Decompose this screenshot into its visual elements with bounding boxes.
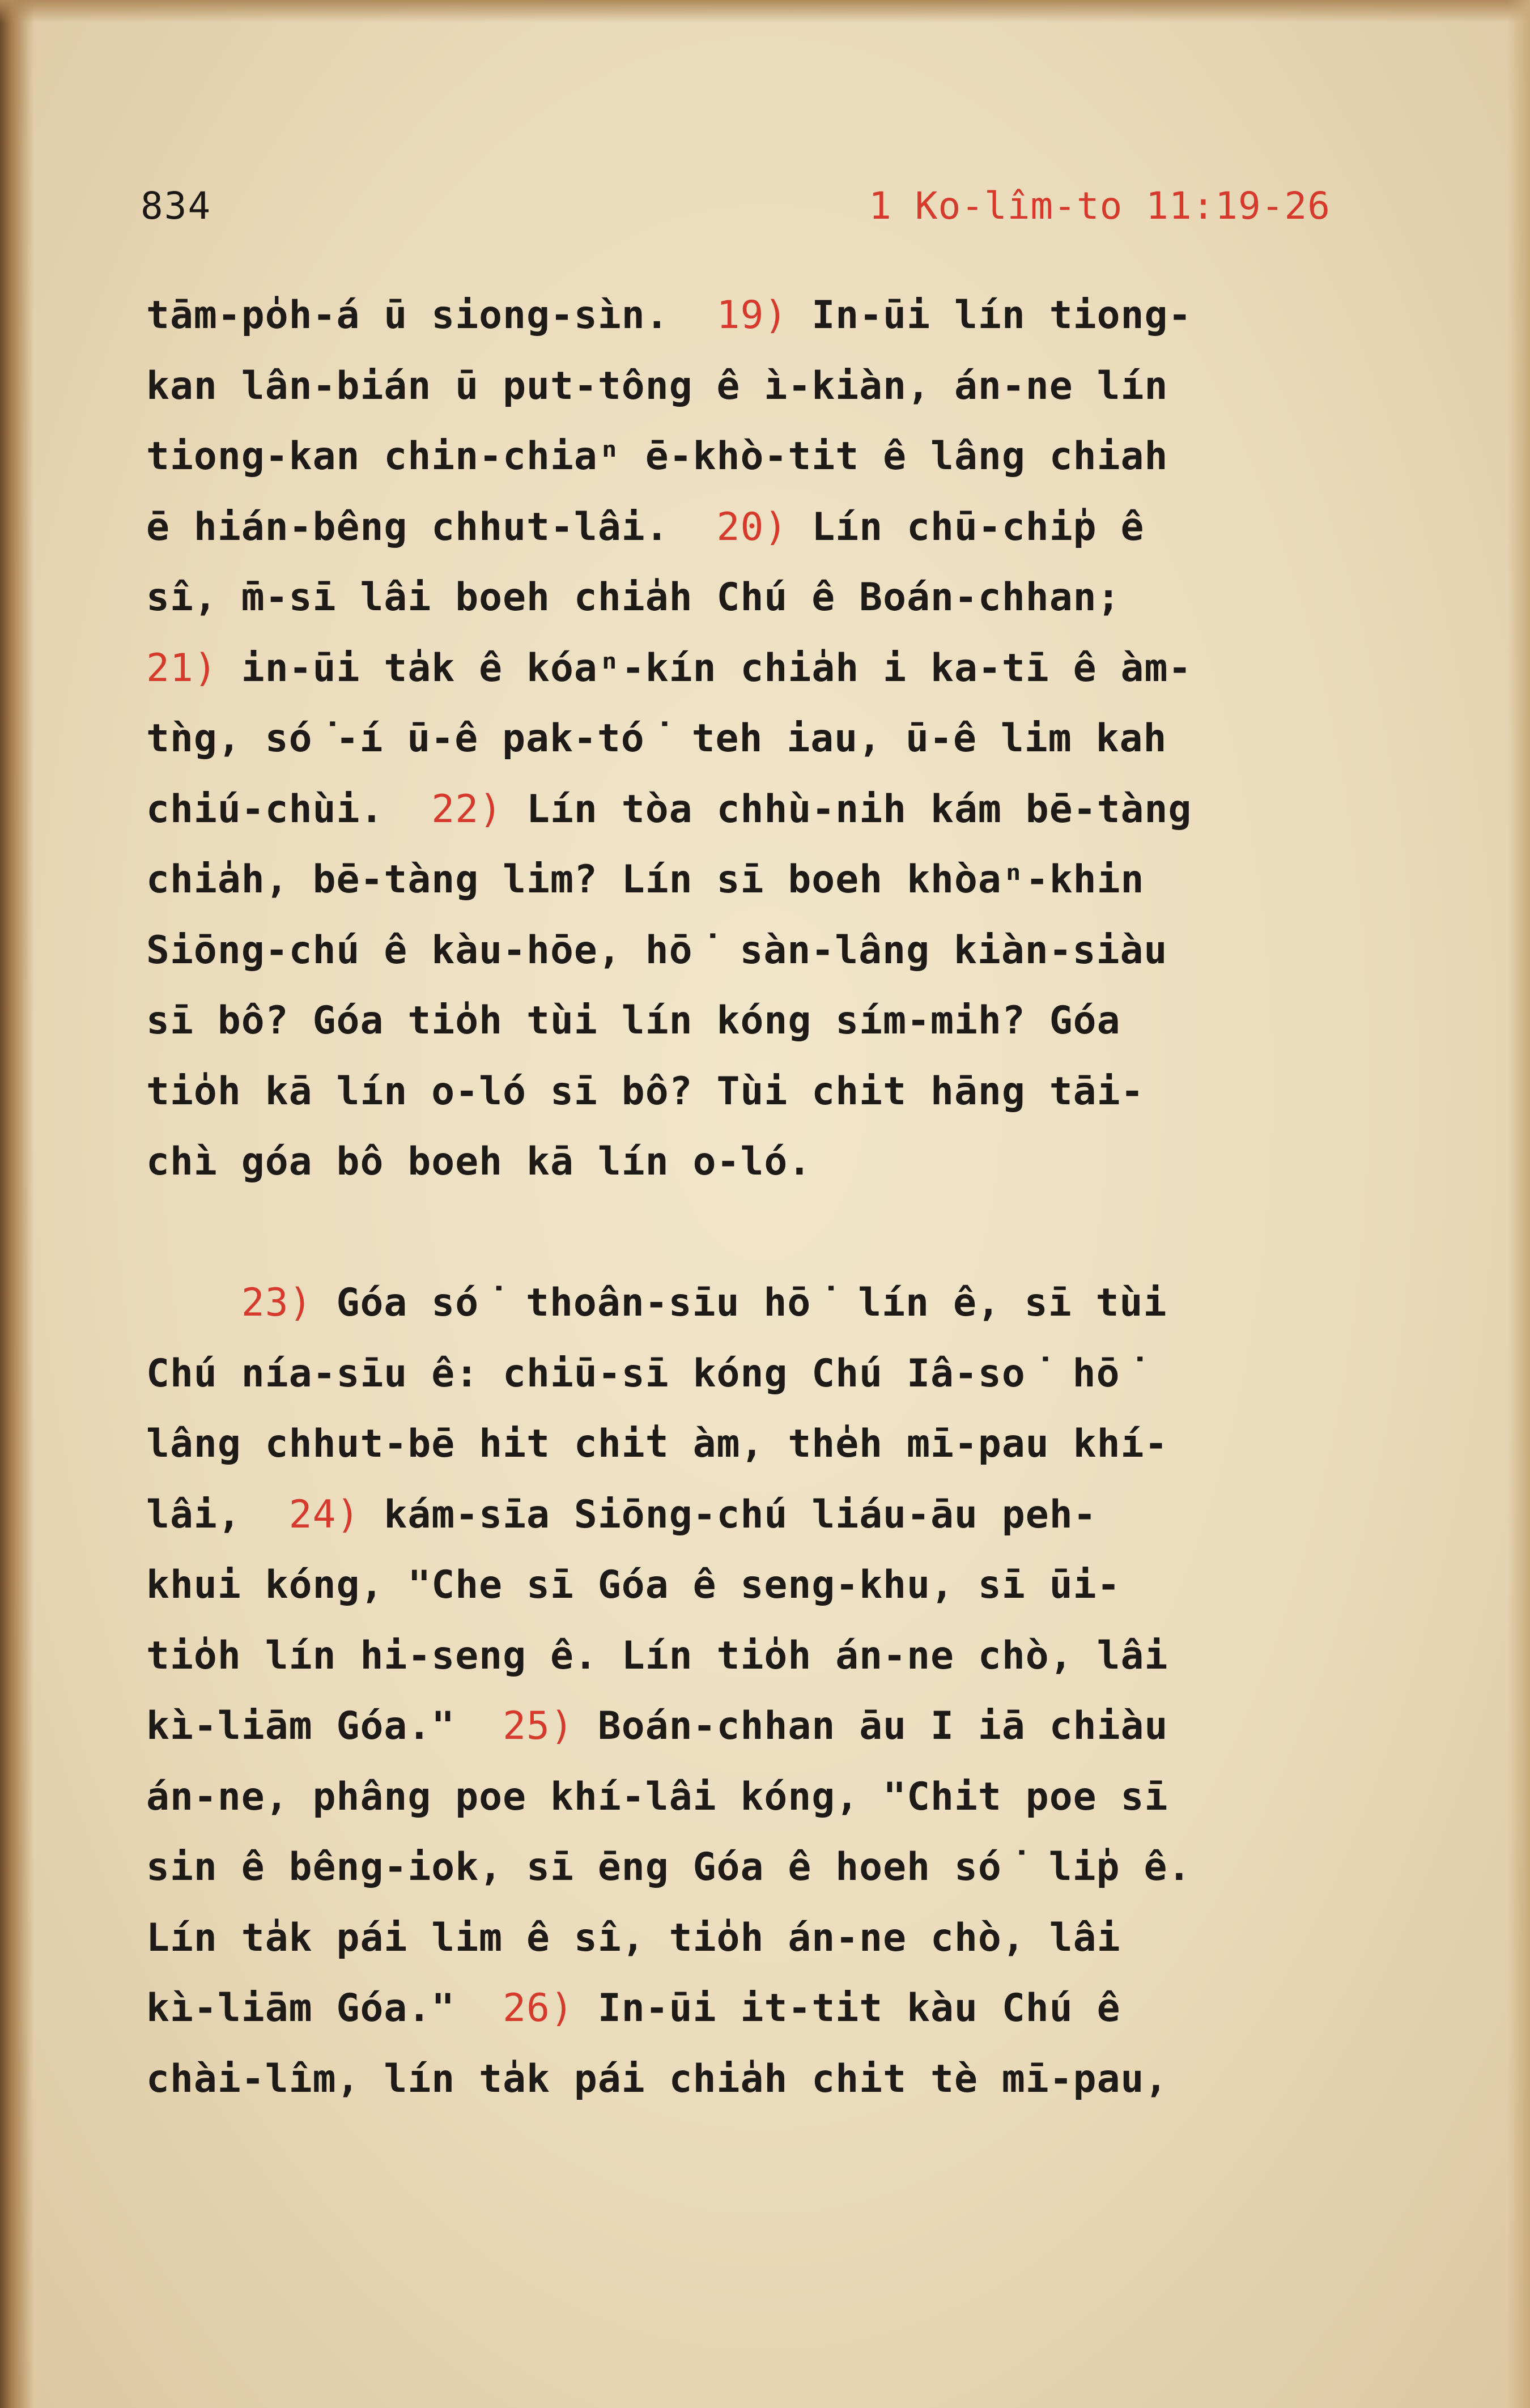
text-line	[146, 1691, 1393, 1762]
scripture-text	[146, 280, 1393, 2115]
verse-text: Boán-chhan āu I iā chiàu	[573, 1704, 1168, 1748]
text-line	[146, 1762, 1393, 1833]
text-line	[146, 1621, 1393, 1692]
verse-number: 20)	[716, 504, 788, 550]
verse-text: In-ūi lín tiong-	[788, 293, 1192, 338]
verse-text: In-ūi it-tit kàu Chú ê	[573, 1986, 1121, 2031]
text-line	[146, 1409, 1393, 1480]
text-line	[146, 775, 1393, 845]
verse-text: sī bô? Góa tio̍h tùi lín kóng sím-mih? Góa	[146, 998, 1121, 1043]
verse-text: tām-po̍h-á ū siong-sìn.	[146, 293, 717, 338]
verse-number: 25)	[503, 1704, 574, 1748]
verse-text: in-ūi ta̍k ê kóaⁿ-kín chia̍h i ka-tī ê àm-	[217, 645, 1192, 691]
page-edge-shadow	[0, 0, 34, 2408]
verse-text: khui kóng, "Che sī Góa ê seng-khu, sī ūi-	[146, 1563, 1121, 1607]
text-line	[146, 563, 1393, 633]
verse-text: chài-lîm, lín ta̍k pái chia̍h chit tè mī-pau,	[146, 2056, 1168, 2101]
verse-text: chì góa bô boeh kā lín o-ló.	[146, 1139, 812, 1184]
verse-number: 26)	[503, 1986, 574, 2031]
text-line	[146, 422, 1393, 492]
verse-text: tio̍h kā lín o-ló sī bô? Tùi chit hāng tāi-	[146, 1069, 1145, 1114]
verse-text: Góa só͘ thoân-sīu hō͘ lín ê, sī tùi	[312, 1280, 1167, 1325]
verse-text: tio̍h lín hi-seng ê. Lín tio̍h án-ne chò, lâi	[146, 1633, 1168, 1678]
verse-number: 23)	[241, 1280, 313, 1325]
text-line	[146, 1832, 1393, 1903]
page-number: 834	[141, 184, 212, 228]
verse-text: chiú-chùi.	[146, 786, 432, 832]
text-line	[146, 1057, 1393, 1128]
verse-text: kám-sīa Siōng-chú liáu-āu peh-	[360, 1492, 1097, 1537]
text-line	[146, 916, 1393, 986]
verse-number: 19)	[716, 293, 788, 338]
verse-text: kan lân-bián ū put-tông ê ì-kiàn, án-ne lín	[146, 363, 1168, 409]
text-line	[146, 1903, 1393, 1974]
running-head: 1 Ko-lîm-to 11:19-26	[869, 184, 1331, 228]
page-header	[141, 184, 1331, 235]
verse-number: 24)	[288, 1492, 360, 1537]
page-right-shadow	[1507, 0, 1530, 2408]
verse-text: kì-liām Góa."	[146, 1704, 503, 1748]
text-line	[146, 1973, 1393, 2044]
text-line	[146, 1480, 1393, 1551]
paragraph-break	[146, 1198, 1393, 1269]
verse-text: Siōng-chú ê kàu-hōe, hō͘ sàn-lâng kiàn-siàu	[146, 928, 1168, 973]
verse-text	[146, 1280, 241, 1325]
verse-number: 22)	[431, 786, 503, 832]
page-top-shadow	[0, 0, 1530, 23]
text-line	[146, 1268, 1393, 1339]
verse-text: lâi,	[146, 1492, 289, 1537]
text-line	[146, 633, 1393, 704]
text-line	[146, 704, 1393, 775]
text-line	[146, 1127, 1393, 1198]
verse-text: tiong-kan chin-chiaⁿ ē-khò-tit ê lâng chiah	[146, 434, 1168, 479]
text-line	[146, 1339, 1393, 1410]
verse-text: án-ne, phâng poe khí-lâi kóng, "Chit poe sī	[146, 1774, 1168, 1819]
text-line	[146, 1550, 1393, 1621]
verse-text: ē hián-bêng chhut-lâi.	[146, 504, 717, 550]
text-line	[146, 845, 1393, 916]
text-line	[146, 2044, 1393, 2115]
text-line	[146, 986, 1393, 1057]
verse-text: chia̍h, bē-tàng lim? Lín sī boeh khòaⁿ-khin	[146, 857, 1145, 902]
verse-text: Lín tòa chhù-nih kám bē-tàng	[503, 786, 1192, 832]
text-line	[146, 351, 1393, 422]
verse-text: Chú nía-sīu ê: chiū-sī kóng Chú Iâ-so͘ hō͘	[146, 1351, 1144, 1396]
verse-text: Lín chū-chi̍p ê	[788, 504, 1145, 550]
text-line	[146, 492, 1393, 563]
verse-text: sin ê bêng-iok, sī ēng Góa ê hoeh só͘ li̍p ê.	[146, 1845, 1192, 1890]
verse-text: Lín ta̍k pái lim ê sî, tio̍h án-ne chò, lâi	[146, 1915, 1121, 1960]
verse-text: sî, m̄-sī lâi boeh chia̍h Chú ê Boán-chhan;	[146, 575, 1121, 620]
verse-text: kì-liām Góa."	[146, 1986, 503, 2031]
verse-text: tǹg, só͘-í ū-ê pak-tó͘ teh iau, ū-ê lim kah	[146, 716, 1167, 761]
text-line	[146, 280, 1393, 351]
verse-number: 21)	[146, 645, 218, 691]
verse-text: lâng chhut-bē hit chi̍t àm, the̍h mī-pau khí-	[146, 1422, 1168, 1466]
